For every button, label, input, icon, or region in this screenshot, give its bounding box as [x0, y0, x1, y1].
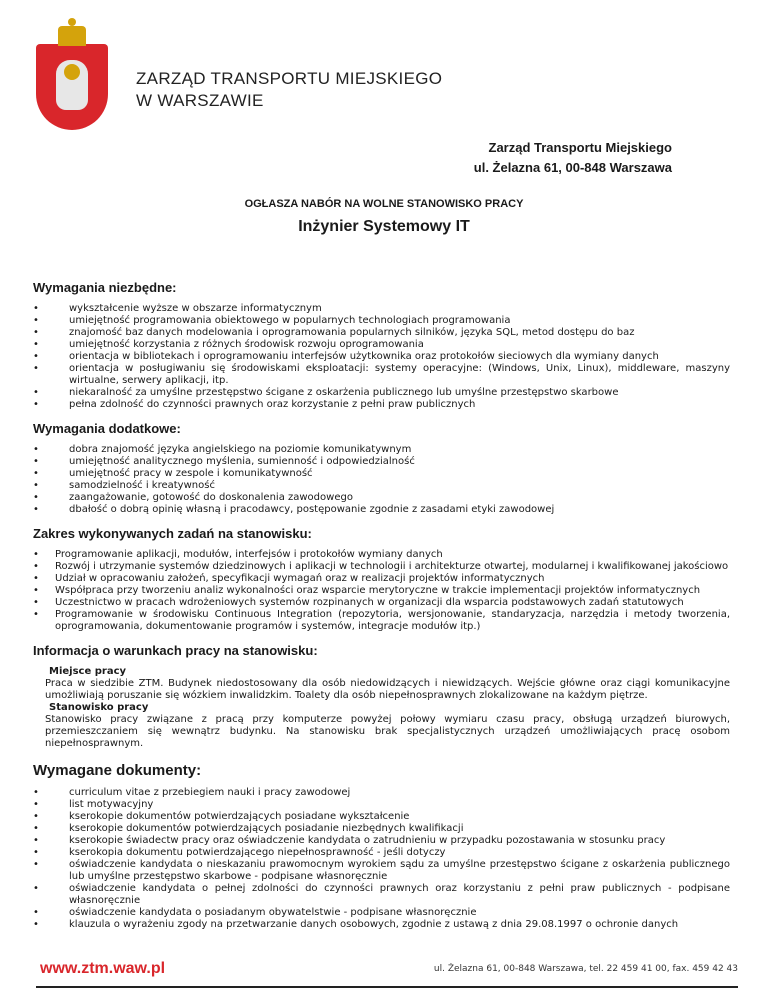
- list-item: • Współpraca przy tworzeniu analiz wykonalności oraz wsparcie merytoryczne w trakcie implementacji projektów informatycznych: [33, 585, 730, 597]
- place-text: Praca w siedzibie ZTM. Budynek niedostosowany dla osób niedowidzących i niewidzących. Wejście główne oraz ciągi komunikacyjne umożliwiają poruszanie się wózkiem inwalidzkim. Toalety dla osób niepełnosprawnych zlokalizowane na każdym piętrze.: [45, 678, 730, 701]
- documents-list: [33, 787, 730, 931]
- list-item: • list motywacyjny: [33, 799, 730, 811]
- list-item: • Udział w opracowaniu założeń, specyfikacji wymagań oraz w realizacji projektów informatycznych: [33, 573, 730, 585]
- address-block: [0, 138, 672, 178]
- footer-divider: [36, 986, 738, 988]
- additional-list: [33, 444, 730, 516]
- conditions-info: [45, 666, 730, 750]
- organization-name: ZARZĄD TRANSPORTU MIEJSKIEGO W WARSZAWIE: [136, 69, 443, 110]
- contact-info: ul. Żelazna 61, 00-848 Warszawa, tel. 22 459 41 00, fax. 459 42 43: [433, 964, 738, 974]
- list-item: • oświadczenie kandydata o nieskazaniu prawomocnym wyrokiem sądu za umyślne przestępstwo ścigane z oskarżenia publicznego lub umyślne przestępstwo skarbowe - podpisane własnoręcznie: [33, 859, 730, 883]
- list-item: • umiejętność analitycznego myślenia, sumienność i odpowiedzialność: [33, 456, 730, 468]
- main-content: [33, 280, 730, 941]
- announcement: OGŁASZA NABÓR NA WOLNE STANOWISKO PRACY: [244, 198, 524, 210]
- list-item: • Programowanie w środowisku Continuous Integration (repozytoria, wersjonowanie, standaryzacja, narzędzia i metody tworzenia, oprogramowania, dokumentowanie programów i systemów, integracje modułów itp.): [33, 609, 730, 633]
- post-label: Stanowisko pracy: [49, 702, 149, 713]
- list-item: • niekaralność za umyślne przestępstwo ścigane z oskarżenia publicznego lub umyślne przestępstwo skarbowe: [33, 387, 730, 399]
- list-item: • kserokopie świadectw pracy oraz oświadczenie kandydata o zatrudnieniu w przypadku pozostawania w stosunku pracy: [33, 835, 730, 847]
- list-item: • wykształcenie wyższe w obszarze informatycznym: [33, 303, 730, 315]
- additional-heading: Wymagania dodatkowe:: [33, 421, 181, 436]
- list-item: • umiejętność korzystania z różnych środowisk rozwoju oprogramowania: [33, 339, 730, 351]
- list-item: • dobra znajomość języka angielskiego na poziomie komunikatywnym: [33, 444, 730, 456]
- list-item: • klauzula o wyrażeniu zgody na przetwarzanie danych osobowych, zgodnie z ustawą z dnia 29.08.1997 o ochronie danych: [33, 919, 730, 931]
- list-item: • umiejętność programowania obiektowego w popularnych technologiach programowania: [33, 315, 730, 327]
- list-item: • orientacja w bibliotekach i oprogramowaniu interfejsów użytkownika oraz protokołów sieciowych dla wymiany danych: [33, 351, 730, 363]
- duties-list: [33, 549, 730, 633]
- warsaw-coat-of-arms-logo: [36, 44, 108, 130]
- address-line-2: ul. Żelazna 61, 00-848 Warszawa: [473, 160, 672, 175]
- crown-icon: [58, 26, 86, 46]
- list-item: • zaangażowanie, gotowość do doskonalenia zawodowego: [33, 492, 730, 504]
- list-item: • kserokopie dokumentów potwierdzających posiadane wykształcenie: [33, 811, 730, 823]
- list-item: • curriculum vitae z przebiegiem nauki i pracy zawodowej: [33, 787, 730, 799]
- list-item: • znajomość baz danych modelowania i oprogramowania popularnych silników, języka SQL, metod dostępu do baz: [33, 327, 730, 339]
- list-item: • umiejętność pracy w zespole i komunikatywność: [33, 468, 730, 480]
- page-footer: [0, 948, 768, 994]
- list-item: • kserokopia dokumentu potwierdzającego niepełnosprawność - jeśli dotyczy: [33, 847, 730, 859]
- job-title: Inżynier Systemowy IT: [298, 218, 470, 235]
- list-item: • oświadczenie kandydata o posiadanym obywatelstwie - podpisane własnoręcznie: [33, 907, 730, 919]
- mermaid-icon: [56, 60, 88, 110]
- list-item: • dbałość o dobrą opinię własną i pracodawcy, postępowanie zgodnie z zasadami etyki zawodowej: [33, 504, 730, 516]
- address-line-1: Zarząd Transportu Miejskiego: [488, 140, 672, 155]
- required-list: [33, 303, 730, 411]
- list-item: • Programowanie aplikacji, modułów, interfejsów i protokołów wymiany danych: [33, 549, 730, 561]
- documents-heading: Wymagane dokumenty:: [33, 762, 202, 779]
- required-heading: Wymagania niezbędne:: [33, 280, 177, 295]
- conditions-heading: Informacja o warunkach pracy na stanowisku:: [33, 643, 318, 658]
- duties-heading: Zakres wykonywanych zadań na stanowisku:: [33, 526, 312, 541]
- website-link[interactable]: www.ztm.waw.pl: [40, 960, 166, 977]
- list-item: • Uczestnictwo w pracach wdrożeniowych systemów rozpinanych w organizacji dla wsparcia podstawowych zadań statutowych: [33, 597, 730, 609]
- list-item: • samodzielność i kreatywność: [33, 480, 730, 492]
- list-item: • pełna zdolność do czynności prawnych oraz korzystanie z pełni praw publicznych: [33, 399, 730, 411]
- place-label: Miejsce pracy: [49, 666, 127, 677]
- list-item: • oświadczenie kandydata o pełnej zdolności do czynności prawnych oraz korzystaniu z pełni praw publicznych - podpisane własnoręcznie: [33, 883, 730, 907]
- page-header: [36, 44, 442, 130]
- post-text: Stanowisko pracy związane z pracą przy komputerze powyżej połowy wymiaru czasu pracy, obsługą urządzeń biurowych, przemieszczaniem się wewnątrz budynku. Na stanowisku brak specjalistycznych urządzeń umożliwiających pracę osobom niepełnosprawnym.: [45, 714, 730, 749]
- list-item: • Rozwój i utrzymanie systemów dziedzinowych i aplikacji w technologii i architekturze otwartej, modularnej i kwalifikowanej jakościowo: [33, 561, 730, 573]
- list-item: • kserokopie dokumentów potwierdzających posiadanie niezbędnych kwalifikacji: [33, 823, 730, 835]
- list-item: • orientacja w posługiwaniu się środowiskami eksploatacji: systemy operacyjne: (Windows, Unix, Linux), middleware, maszyny wirtualne, serwery aplikacji, itp.: [33, 363, 730, 387]
